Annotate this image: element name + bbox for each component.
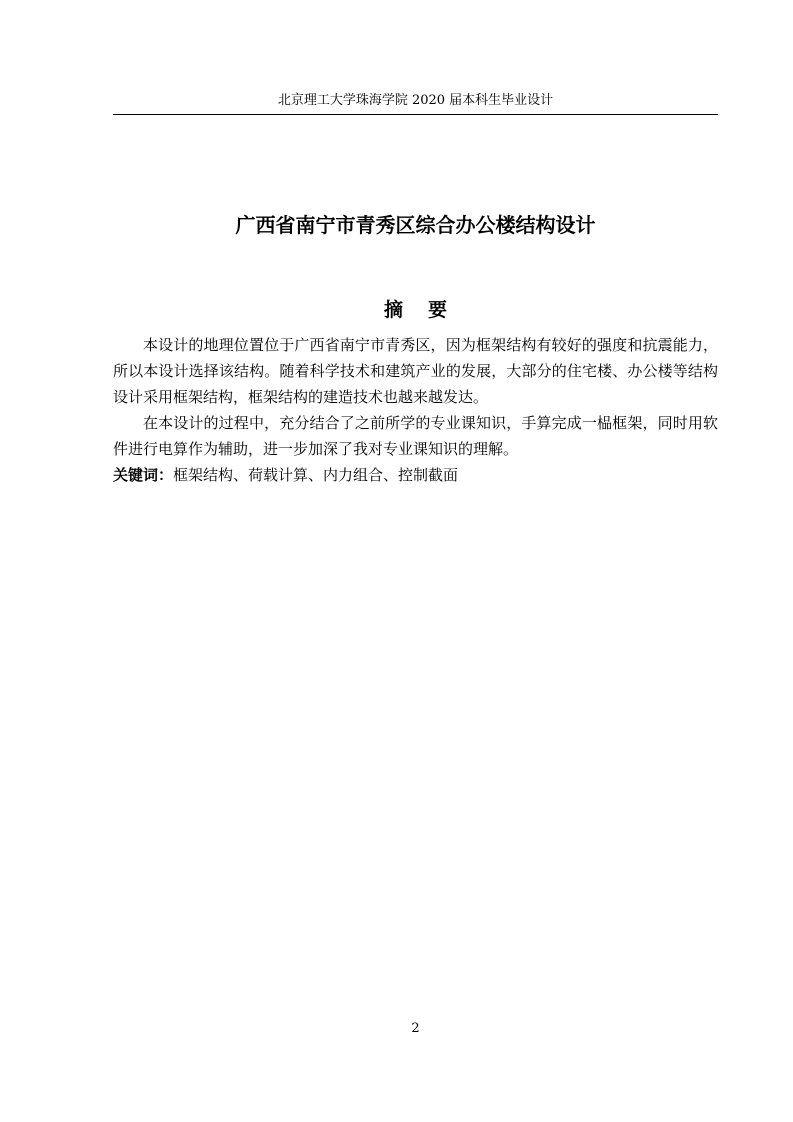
abstract-heading: 摘要 [383,299,472,321]
keywords-line [113,462,718,488]
keywords-text: 框架结构、荷载计算、内力组合、控制截面 [173,466,459,484]
abstract-body [113,332,718,488]
running-header-text: 北京理工大学珠海学院 2020 届本科生毕业设计 [277,93,554,108]
keywords-label: 关键词： [113,466,174,484]
abstract-paragraph-2: 在本设计的过程中，充分结合了之前所学的专业课知识，手算完成一榀框架，同时用软件进行电算作为辅助，进一步加深了我对专业课知识的理解。 [113,414,718,458]
running-header [113,88,718,115]
document-title: 广西省南宁市青秀区综合办公楼结构设计 [235,213,596,237]
page-number: 2 [411,1021,420,1036]
abstract-paragraph-1: 本设计的地理位置位于广西省南宁市青秀区，因为框架结构有较好的强度和抗震能力，所以本设计选择该结构。随着科学技术和建筑产业的发展，大部分的住宅楼、办公楼等结构设计采用框架结构，框架结构的建造技术也越来越发达。 [113,336,718,406]
